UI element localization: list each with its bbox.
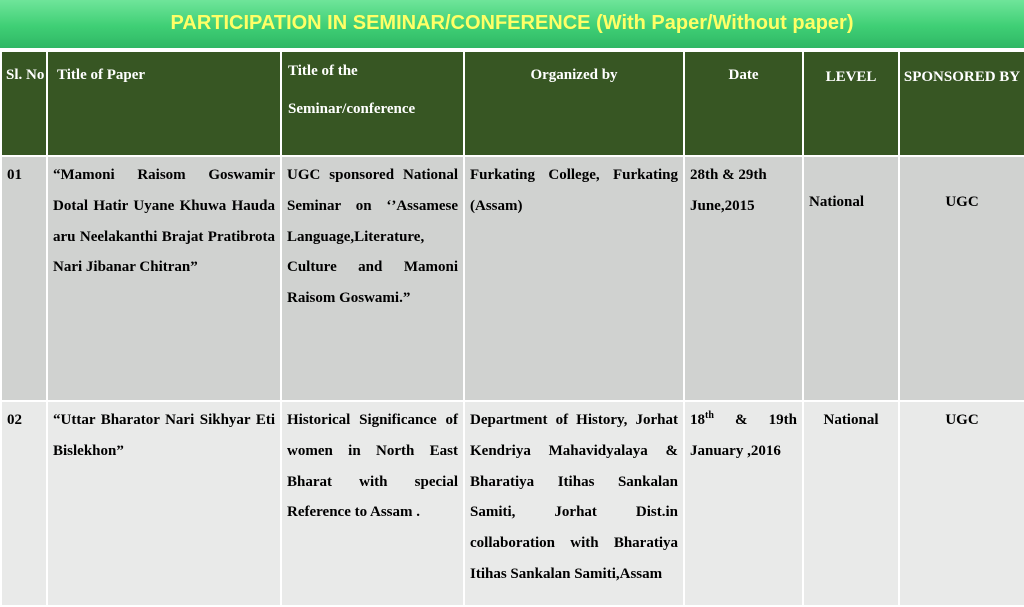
cell-level: National — [803, 156, 899, 401]
cell-title-of-paper: “Mamoni Raisom Goswamir Dotal Hatir Uyane Khuwa Hauda aru Neelakanthi Brajat Pratibrota Nari Jibanar Chitran” — [47, 156, 281, 401]
cell-organized-by: Department of History, Jorhat Kendriya Mahavidyalaya & Bharatiya Itihas Sankalan Samiti, Jorhat Dist.in collaboration with Bharatiya Itihas Sankalan Samiti,Assam — [464, 401, 684, 606]
cell-sl: 02 — [1, 401, 47, 606]
cell-sponsored-by: UGC — [899, 401, 1024, 606]
header-sl-no: Sl. No — [1, 51, 47, 156]
participation-table — [0, 50, 1024, 607]
cell-date: 18th & 19th January ,2016 — [684, 401, 803, 606]
header-level: LEVEL — [803, 51, 899, 156]
header-row — [1, 51, 1024, 156]
table-row — [1, 156, 1024, 401]
header-seminar-title: Title of the Seminar/conference — [281, 51, 464, 156]
table-row — [1, 401, 1024, 606]
cell-sl: 01 — [1, 156, 47, 401]
cell-sponsored-by: UGC — [899, 156, 1024, 401]
header-organized-by: Organized by — [464, 51, 684, 156]
header-date: Date — [684, 51, 803, 156]
header-sponsored-by: SPONSORED BY — [899, 51, 1024, 156]
cell-seminar: Historical Significance of women in North East Bharat with special Reference to Assam . — [281, 401, 464, 606]
cell-seminar: UGC sponsored National Seminar on ‘’Assamese Language,Literature, Culture and Mamoni Raisom Goswami.” — [281, 156, 464, 401]
cell-level: National — [803, 401, 899, 606]
header-title-of-paper: Title of Paper — [47, 51, 281, 156]
cell-date: 28th & 29th June,2015 — [684, 156, 803, 401]
cell-organized-by: Furkating College, Furkating (Assam) — [464, 156, 684, 401]
title-banner — [0, 0, 1024, 48]
cell-title-of-paper: “Uttar Bharator Nari Sikhyar Eti Bislekhon” — [47, 401, 281, 606]
page-title: PARTICIPATION IN SEMINAR/CONFERENCE (With Paper/Without paper) — [170, 12, 854, 34]
